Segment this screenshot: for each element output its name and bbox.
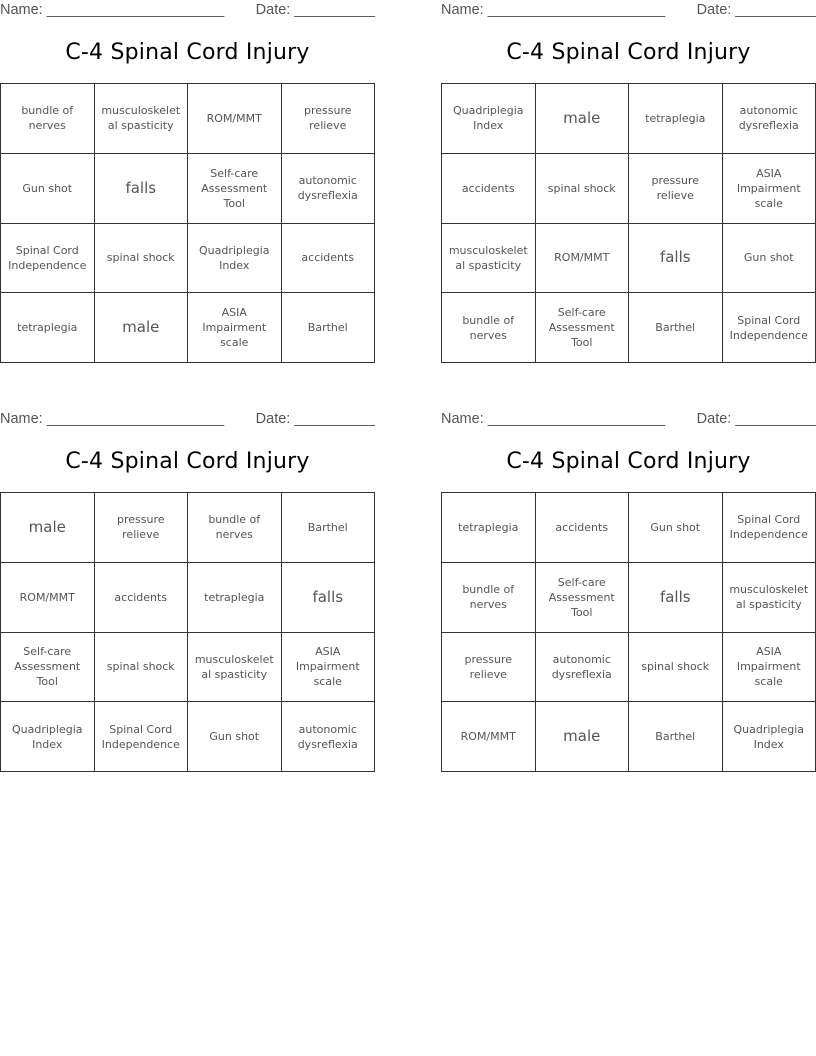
- card-header: [441, 409, 816, 431]
- grid-row: [1, 632, 375, 702]
- grid-cell: falls: [281, 562, 375, 632]
- name-field: Name: ______________________: [441, 411, 666, 427]
- card-title: C-4 Spinal Cord Injury: [506, 449, 751, 474]
- grid-cell: falls: [629, 562, 723, 632]
- grid-cell: pressure relieve: [94, 493, 188, 563]
- grid-cell: Barthel: [629, 293, 723, 363]
- grid-row: [442, 84, 816, 154]
- name-field: Name: ______________________: [0, 2, 225, 18]
- grid-cell: male: [535, 702, 629, 772]
- grid-row: [1, 493, 375, 563]
- grid-cell: Quadriplegia Index: [442, 84, 536, 154]
- grid-row: [442, 223, 816, 293]
- grid-cell: tetraplegia: [442, 493, 536, 563]
- grid-row: [442, 153, 816, 223]
- grid-cell: accidents: [535, 493, 629, 563]
- grid-cell: spinal shock: [94, 223, 188, 293]
- bingo-grid: [0, 83, 375, 363]
- grid-row: [442, 493, 816, 563]
- grid-row: [442, 702, 816, 772]
- grid-row: [1, 223, 375, 293]
- grid-cell: pressure relieve: [442, 632, 536, 702]
- card-header: [0, 0, 375, 22]
- grid-cell: spinal shock: [94, 632, 188, 702]
- grid-cell: ROM/MMT: [1, 562, 95, 632]
- grid-row: [442, 632, 816, 702]
- name-field: Name: ______________________: [0, 411, 225, 427]
- grid-row: [1, 84, 375, 154]
- grid-cell: Quadriplegia Index: [188, 223, 282, 293]
- grid-cell: tetraplegia: [188, 562, 282, 632]
- grid-cell: Self-care Assessment Tool: [1, 632, 95, 702]
- grid-cell: Spinal Cord Independence: [94, 702, 188, 772]
- grid-cell: autonomic dysreflexia: [281, 153, 375, 223]
- grid-cell: musculoskeletal spasticity: [188, 632, 282, 702]
- grid-cell: falls: [629, 223, 723, 293]
- grid-cell: Self-care Assessment Tool: [535, 562, 629, 632]
- date-field: Date: __________: [696, 2, 816, 18]
- grid-row: [1, 293, 375, 363]
- grid-row: [442, 293, 816, 363]
- grid-cell: Quadriplegia Index: [1, 702, 95, 772]
- grid-cell: accidents: [281, 223, 375, 293]
- bingo-grid: [441, 83, 816, 363]
- grid-cell: Self-care Assessment Tool: [535, 293, 629, 363]
- grid-cell: ASIA Impairment scale: [281, 632, 375, 702]
- grid-cell: musculoskeletal spasticity: [722, 562, 816, 632]
- grid-cell: Spinal Cord Independence: [722, 293, 816, 363]
- date-field: Date: __________: [255, 411, 375, 427]
- grid-cell: ASIA Impairment scale: [722, 632, 816, 702]
- grid-cell: accidents: [94, 562, 188, 632]
- grid-cell: Self-care Assessment Tool: [188, 153, 282, 223]
- grid-cell: Barthel: [281, 493, 375, 563]
- card-header: [441, 0, 816, 22]
- bingo-grid: [0, 492, 375, 772]
- bingo-card-2: [441, 0, 816, 350]
- grid-cell: autonomic dysreflexia: [535, 632, 629, 702]
- grid-cell: male: [94, 293, 188, 363]
- grid-cell: male: [535, 84, 629, 154]
- card-title: C-4 Spinal Cord Injury: [506, 40, 751, 65]
- grid-cell: Barthel: [281, 293, 375, 363]
- card-title: C-4 Spinal Cord Injury: [65, 40, 310, 65]
- grid-row: [1, 153, 375, 223]
- card-header: [0, 409, 375, 431]
- grid-cell: ROM/MMT: [442, 702, 536, 772]
- grid-row: [1, 562, 375, 632]
- grid-cell: Gun shot: [188, 702, 282, 772]
- grid-cell: autonomic dysreflexia: [722, 84, 816, 154]
- grid-cell: bundle of nerves: [442, 293, 536, 363]
- bingo-card-4: [441, 409, 816, 751]
- grid-cell: Spinal Cord Independence: [722, 493, 816, 563]
- grid-cell: Gun shot: [1, 153, 95, 223]
- grid-cell: Quadriplegia Index: [722, 702, 816, 772]
- grid-cell: ASIA Impairment scale: [188, 293, 282, 363]
- name-field: Name: ______________________: [441, 2, 666, 18]
- grid-cell: ROM/MMT: [188, 84, 282, 154]
- grid-row: [442, 562, 816, 632]
- grid-cell: musculoskeletal spasticity: [442, 223, 536, 293]
- grid-cell: bundle of nerves: [1, 84, 95, 154]
- grid-cell: pressure relieve: [281, 84, 375, 154]
- grid-cell: pressure relieve: [629, 153, 723, 223]
- grid-cell: Gun shot: [722, 223, 816, 293]
- grid-cell: Gun shot: [629, 493, 723, 563]
- grid-cell: ROM/MMT: [535, 223, 629, 293]
- date-field: Date: __________: [255, 2, 375, 18]
- grid-cell: musculoskeletal spasticity: [94, 84, 188, 154]
- grid-cell: bundle of nerves: [442, 562, 536, 632]
- grid-cell: spinal shock: [535, 153, 629, 223]
- bingo-card-3: [0, 409, 375, 751]
- grid-row: [1, 702, 375, 772]
- grid-cell: bundle of nerves: [188, 493, 282, 563]
- grid-cell: autonomic dysreflexia: [281, 702, 375, 772]
- grid-cell: falls: [94, 153, 188, 223]
- grid-cell: spinal shock: [629, 632, 723, 702]
- grid-cell: tetraplegia: [1, 293, 95, 363]
- grid-cell: Barthel: [629, 702, 723, 772]
- grid-cell: tetraplegia: [629, 84, 723, 154]
- grid-cell: Spinal Cord Independence: [1, 223, 95, 293]
- grid-cell: ASIA Impairment scale: [722, 153, 816, 223]
- date-field: Date: __________: [696, 411, 816, 427]
- grid-cell: accidents: [442, 153, 536, 223]
- bingo-grid: [441, 492, 816, 772]
- card-title: C-4 Spinal Cord Injury: [65, 449, 310, 474]
- bingo-card-1: [0, 0, 375, 350]
- grid-cell: male: [1, 493, 95, 563]
